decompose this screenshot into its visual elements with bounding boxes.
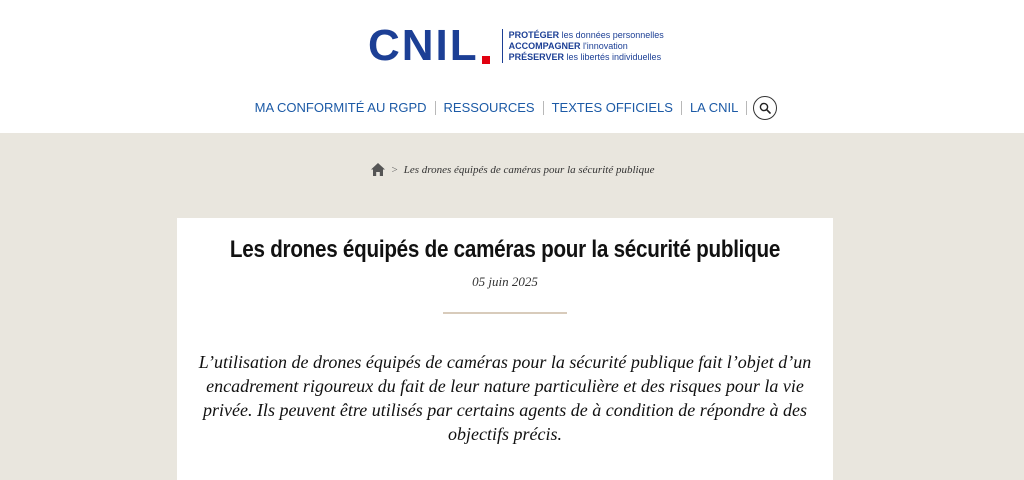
tagline-line: [509, 52, 664, 63]
cnil-logo[interactable]: [368, 21, 664, 70]
article-intro: L’utilisation de drones équipés de caméras pour la sécurité publique fait l’objet d’un encadrement rigoureux du fait de leur nature particulière et des risques pour la vie privée. Ils peuvent être utilisés par certains agents de à condition de répondre à des objectifs précis.: [198, 352, 812, 444]
main-nav: [0, 96, 1024, 120]
tagline-keyword: PRÉSERVER: [508, 51, 565, 62]
tagline-keyword: ACCOMPAGNER: [508, 40, 581, 51]
home-icon[interactable]: [370, 162, 386, 177]
breadcrumb: [0, 162, 1024, 177]
page-title: Les drones équipés de caméras pour la sécurité publique: [229, 236, 781, 263]
site-header: [0, 0, 1024, 133]
tagline-keyword: PROTÉGER: [508, 29, 560, 40]
search-icon: [759, 102, 771, 114]
tagline-text: les libertés individuelles: [564, 51, 662, 62]
logo-wordmark: CNIL: [368, 21, 479, 70]
breadcrumb-current: Les drones équipés de caméras pour la sécurité publique: [403, 163, 655, 176]
article-card: [177, 218, 833, 480]
nav-item-conformite[interactable]: MA CONFORMITÉ AU RGPD: [254, 100, 427, 115]
nav-item-la-cnil[interactable]: LA CNIL: [689, 100, 739, 115]
nav-divider: [746, 101, 747, 115]
logo-divider: [502, 29, 503, 63]
logo-red-dot: [482, 56, 490, 64]
title-divider: [443, 312, 567, 314]
nav-item-textes-officiels[interactable]: TEXTES OFFICIELS: [551, 100, 673, 115]
tagline-line: [509, 30, 664, 41]
logo-tagline: [509, 30, 664, 63]
nav-item-ressources[interactable]: RESSOURCES: [443, 100, 535, 115]
publication-date: 05 juin 2025: [472, 274, 538, 289]
tagline-text: l'innovation: [580, 40, 628, 51]
tagline-text: les données personnelles: [559, 29, 664, 40]
breadcrumb-separator: >: [391, 163, 398, 176]
search-button[interactable]: [753, 96, 777, 120]
tagline-line: [509, 41, 664, 52]
